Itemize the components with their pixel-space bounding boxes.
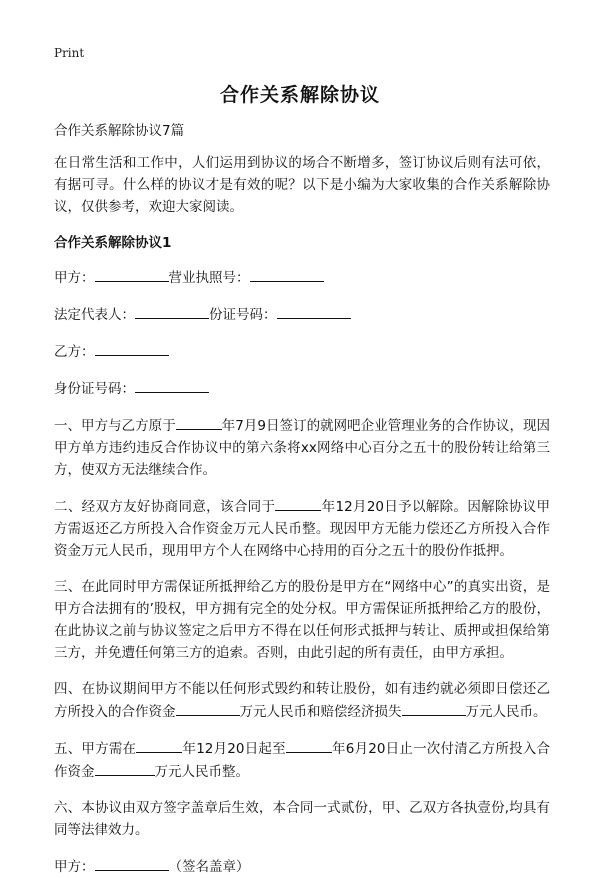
- clause-5-blank-3: [95, 760, 155, 776]
- party-b-label: 乙方：: [54, 344, 95, 360]
- clause-5-text-c: 年6月20日止一次付清乙方所投入合作资金: [54, 741, 551, 780]
- section-heading: 合作关系解除协议1: [54, 235, 172, 251]
- party-a-label: 甲方：: [54, 270, 95, 286]
- clause-2-text-cont: 年12月20日予以解除。因解除协议甲方需返还乙方所投入合作资金万元人民币整。现因甲方无能力偿还乙方所投入合作资金万元人民币，现用甲方个人在网络中心持用的百分之五十的股份作抵押。: [54, 499, 551, 559]
- clause-1-text: 一、甲方与乙方原于: [54, 418, 176, 434]
- document-body: [54, 120, 550, 878]
- id-short-blank: [277, 303, 351, 319]
- clause-5-text-b: 年12月20日起至: [182, 741, 286, 757]
- party-b-blank: [95, 340, 169, 356]
- clause-4-blank-2: [402, 700, 466, 716]
- clause-2-blank: [275, 495, 321, 511]
- page-title: 合作关系解除协议: [219, 84, 380, 106]
- signature-line: [54, 855, 550, 878]
- clause-5-text: 五、甲方需在: [54, 741, 137, 757]
- clause-4-text-end: 万元人民币。: [465, 704, 547, 720]
- clause-5: [54, 737, 550, 783]
- clause-4-blank-1: [176, 700, 240, 716]
- clause-2: [54, 495, 550, 562]
- id-label: 身份证号码：: [54, 381, 135, 397]
- party-a-line: [54, 266, 550, 289]
- id-line: [54, 377, 550, 400]
- intro-paragraph: 在日常生活和工作中，人们运用到协议的场合不断增多，签订协议后则有法可依，有据可寻。什么样的协议才是有效的呢？以下是小编为大家收集的合作关系解除协议，仅供参考，欢迎大家阅读。: [54, 155, 550, 215]
- clause-1-blank: [176, 414, 222, 430]
- id-blank: [135, 377, 209, 393]
- clause-4-text: 四、在协议期间甲方不能以任何形式毁约和转让股份，如有违约就必须即日偿还乙方所投入的合作资金: [54, 681, 550, 720]
- license-label: 营业执照号：: [168, 270, 250, 286]
- clause-1: [54, 414, 550, 481]
- seal-note: （签名盖章）: [168, 859, 250, 875]
- license-blank: [250, 266, 324, 282]
- clause-5-blank-1: [136, 737, 182, 753]
- party-b-line: [54, 340, 550, 363]
- collection-title: 合作关系解除协议7篇: [54, 123, 185, 139]
- legal-rep-line: [54, 303, 550, 326]
- clause-5-text-d: 万元人民币整。: [154, 764, 249, 780]
- clause-1-text-cont: 年7月9日签订的就网吧企业管理业务的合作协议，现因甲方单方违约违反合作协议中的第六条将xx网络中心百分之五十的股份转让给第三方，使双方无法继续合作。: [54, 418, 550, 478]
- clause-4-text-cont: 万元人民币和赔偿经济损失: [239, 704, 402, 720]
- clause-4: [54, 678, 550, 723]
- clause-2-text: 二、经双方友好协商同意，该合同于: [54, 499, 276, 515]
- clause-6: 六、本协议由双方签字盖章后生效，本合同一式贰份，甲、乙双方各执壹份,均具有同等法律效力。: [54, 800, 550, 838]
- signature-party-a-label: 甲方：: [54, 859, 95, 875]
- party-a-blank: [95, 266, 169, 282]
- print-link[interactable]: Print: [54, 46, 85, 60]
- signature-blank: [95, 855, 169, 871]
- id-short-label: 份证号码：: [209, 307, 277, 323]
- legal-rep-label: 法定代表人：: [54, 307, 135, 323]
- clause-5-blank-2: [286, 737, 332, 753]
- legal-rep-blank: [135, 303, 209, 319]
- clause-3: 三、在此同时甲方需保证所抵押给乙方的股份是甲方在“网络中心”的真实出资，是甲方合法拥有的’股权，甲方拥有完全的处分权。甲方需保证所抵押给乙方的股份，在此协议之前与协议签定之后甲方不得在以任何形式抵押与转让、质押或担保给第三方，并免遭任何第三方的追索。否则，由此引起的所有责任，由甲方承担。: [54, 579, 550, 661]
